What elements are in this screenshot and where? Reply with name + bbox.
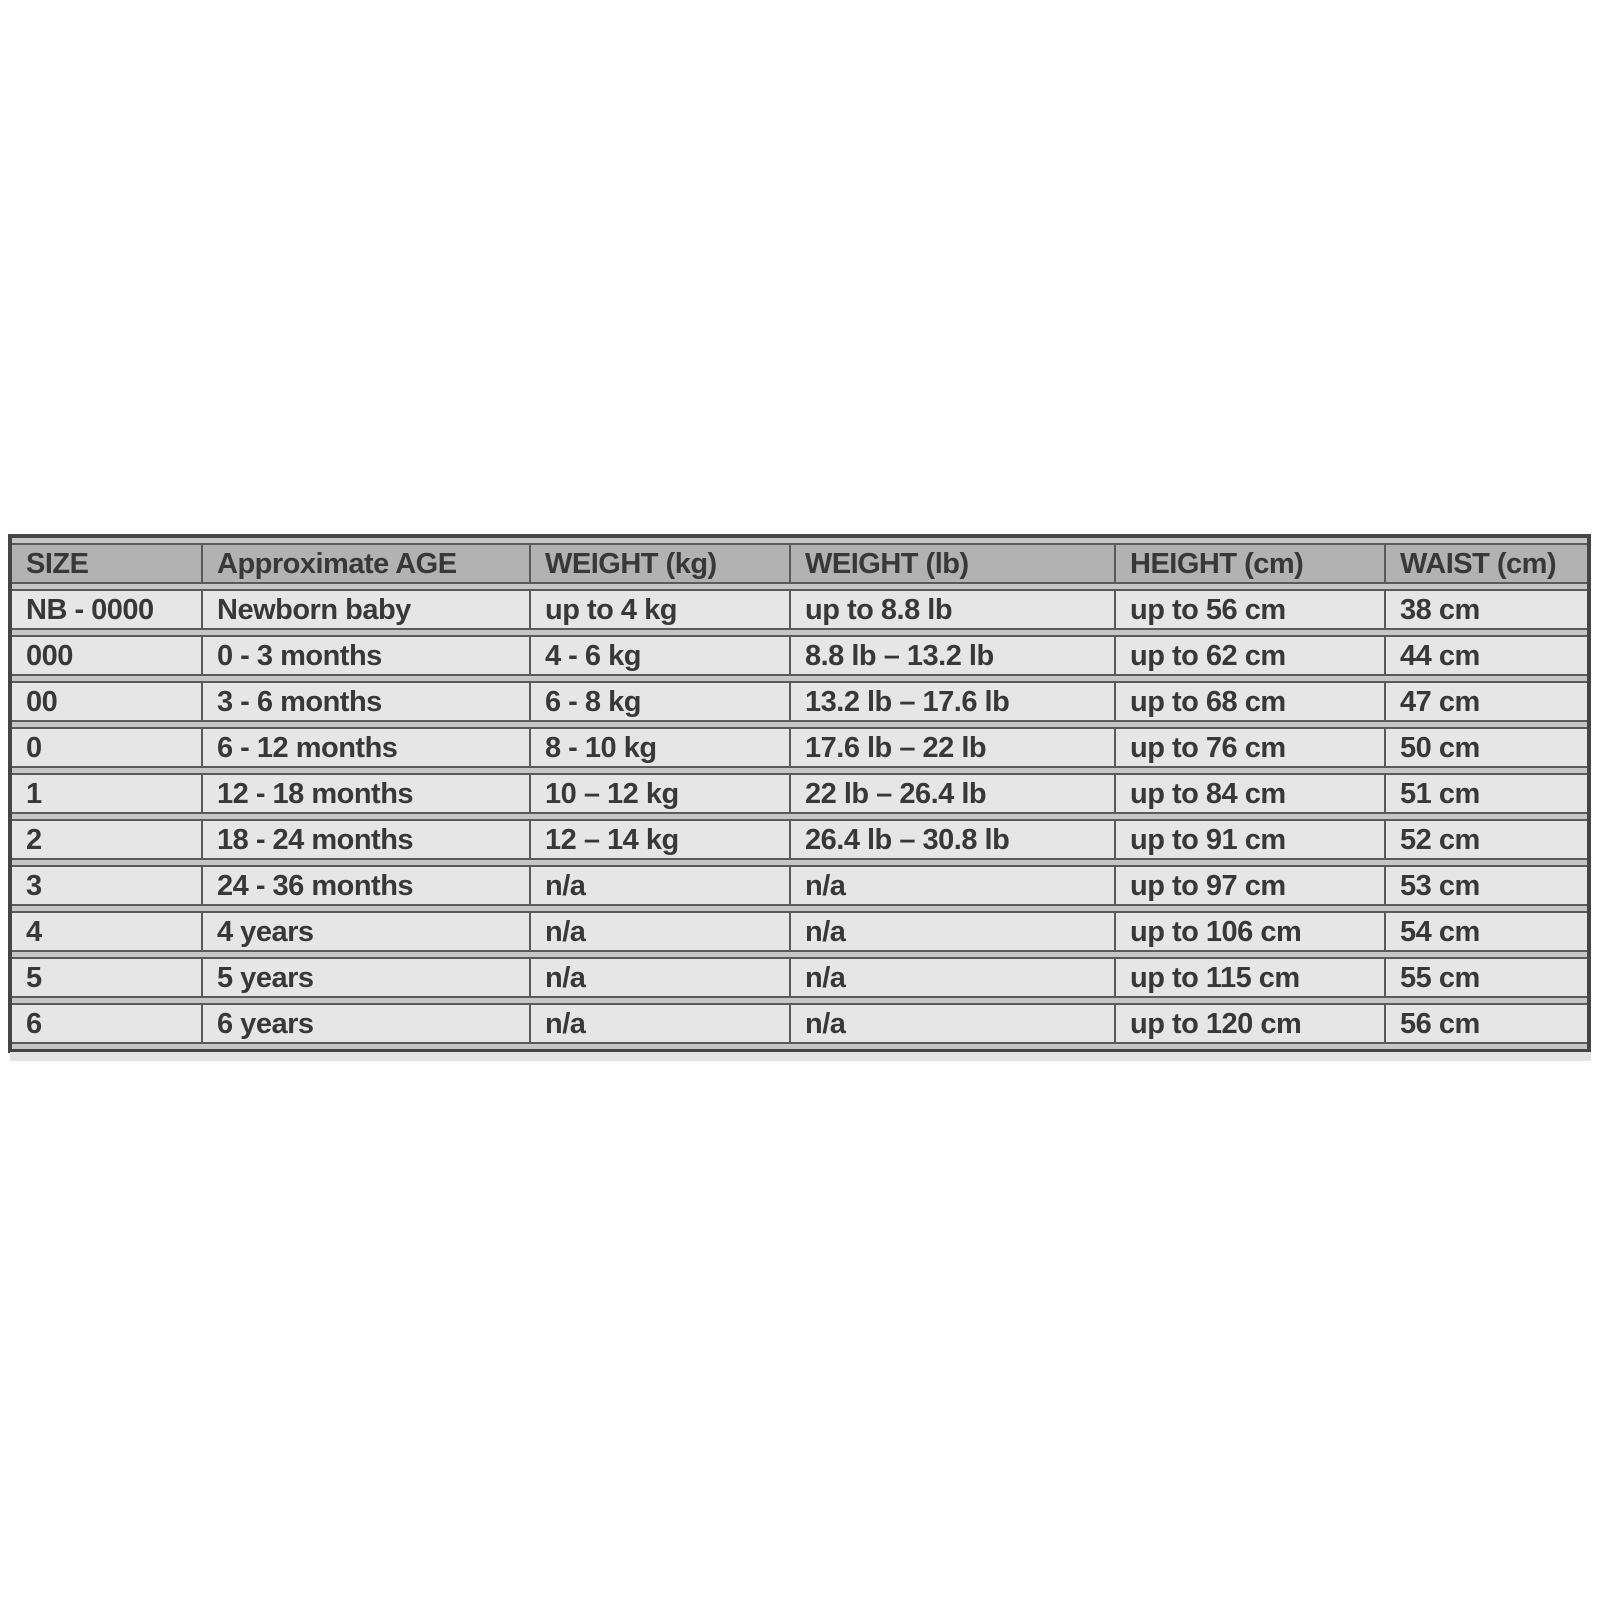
table-cell: 22 lb – 26.4 lb bbox=[789, 773, 1114, 814]
table-cell: n/a bbox=[529, 911, 789, 952]
table-cell: n/a bbox=[529, 865, 789, 906]
column-header: HEIGHT (cm) bbox=[1114, 543, 1384, 584]
table-row bbox=[12, 681, 1587, 722]
table-cell: 4 - 6 kg bbox=[529, 635, 789, 676]
table-row bbox=[12, 819, 1587, 860]
table-cell: 000 bbox=[12, 635, 201, 676]
table-row bbox=[12, 589, 1587, 630]
column-header: Approximate AGE bbox=[201, 543, 529, 584]
table-cell: 12 - 18 months bbox=[201, 773, 529, 814]
table-cell: up to 106 cm bbox=[1114, 911, 1384, 952]
table-cell: 2 bbox=[12, 819, 201, 860]
column-header: SIZE bbox=[12, 543, 201, 584]
table-cell: 54 cm bbox=[1384, 911, 1587, 952]
table-row bbox=[12, 727, 1587, 768]
table-cell: 6 years bbox=[201, 1003, 529, 1044]
table-cell: up to 56 cm bbox=[1114, 589, 1384, 630]
table-cell: n/a bbox=[789, 957, 1114, 998]
table-cell: 12 – 14 kg bbox=[529, 819, 789, 860]
table-row bbox=[12, 773, 1587, 814]
table-cell: 3 - 6 months bbox=[201, 681, 529, 722]
table-cell: up to 97 cm bbox=[1114, 865, 1384, 906]
table-row bbox=[12, 957, 1587, 998]
table-cell: up to 120 cm bbox=[1114, 1003, 1384, 1044]
size-chart bbox=[12, 538, 1587, 1049]
table-cell: 18 - 24 months bbox=[201, 819, 529, 860]
table-cell: n/a bbox=[789, 865, 1114, 906]
column-header: WEIGHT (kg) bbox=[529, 543, 789, 584]
table-cell: up to 68 cm bbox=[1114, 681, 1384, 722]
table-cell: up to 8.8 lb bbox=[789, 589, 1114, 630]
table-cell: 17.6 lb – 22 lb bbox=[789, 727, 1114, 768]
table-cell: 52 cm bbox=[1384, 819, 1587, 860]
table-cell: 44 cm bbox=[1384, 635, 1587, 676]
table-cell: 00 bbox=[12, 681, 201, 722]
header-row bbox=[12, 543, 1587, 584]
table-cell: up to 76 cm bbox=[1114, 727, 1384, 768]
size-chart-table bbox=[8, 534, 1591, 1053]
table-cell: 4 bbox=[12, 911, 201, 952]
table-cell: n/a bbox=[789, 1003, 1114, 1044]
table-cell: up to 62 cm bbox=[1114, 635, 1384, 676]
table-cell: 8.8 lb – 13.2 lb bbox=[789, 635, 1114, 676]
table-cell: 6 bbox=[12, 1003, 201, 1044]
column-header: WAIST (cm) bbox=[1384, 543, 1587, 584]
table-cell: 56 cm bbox=[1384, 1003, 1587, 1044]
table-row bbox=[12, 911, 1587, 952]
table-cell: 6 - 8 kg bbox=[529, 681, 789, 722]
table-cell: Newborn baby bbox=[201, 589, 529, 630]
table-cell: 55 cm bbox=[1384, 957, 1587, 998]
table-cell: 51 cm bbox=[1384, 773, 1587, 814]
table-row bbox=[12, 1003, 1587, 1044]
table-cell: up to 115 cm bbox=[1114, 957, 1384, 998]
table-cell: up to 91 cm bbox=[1114, 819, 1384, 860]
table-cell: 1 bbox=[12, 773, 201, 814]
table-cell: n/a bbox=[789, 911, 1114, 952]
table-cell: 26.4 lb – 30.8 lb bbox=[789, 819, 1114, 860]
table-cell: 13.2 lb – 17.6 lb bbox=[789, 681, 1114, 722]
table-cell: 53 cm bbox=[1384, 865, 1587, 906]
table-cell: 10 – 12 kg bbox=[529, 773, 789, 814]
table-cell: 50 cm bbox=[1384, 727, 1587, 768]
table-body bbox=[12, 589, 1587, 1044]
table-cell: 5 years bbox=[201, 957, 529, 998]
table-cell: 5 bbox=[12, 957, 201, 998]
table-cell: 8 - 10 kg bbox=[529, 727, 789, 768]
table-cell: 6 - 12 months bbox=[201, 727, 529, 768]
table-cell: 0 bbox=[12, 727, 201, 768]
table-cell: 0 - 3 months bbox=[201, 635, 529, 676]
table-cell: n/a bbox=[529, 957, 789, 998]
table-cell: 4 years bbox=[201, 911, 529, 952]
table-bottom-shadow bbox=[10, 1052, 1591, 1061]
table-cell: up to 84 cm bbox=[1114, 773, 1384, 814]
table-cell: 47 cm bbox=[1384, 681, 1587, 722]
table-cell: 38 cm bbox=[1384, 589, 1587, 630]
table-row bbox=[12, 635, 1587, 676]
table-cell: n/a bbox=[529, 1003, 789, 1044]
table-row bbox=[12, 865, 1587, 906]
table-cell: up to 4 kg bbox=[529, 589, 789, 630]
table-cell: 24 - 36 months bbox=[201, 865, 529, 906]
table-cell: NB - 0000 bbox=[12, 589, 201, 630]
column-header: WEIGHT (lb) bbox=[789, 543, 1114, 584]
table-cell: 3 bbox=[12, 865, 201, 906]
